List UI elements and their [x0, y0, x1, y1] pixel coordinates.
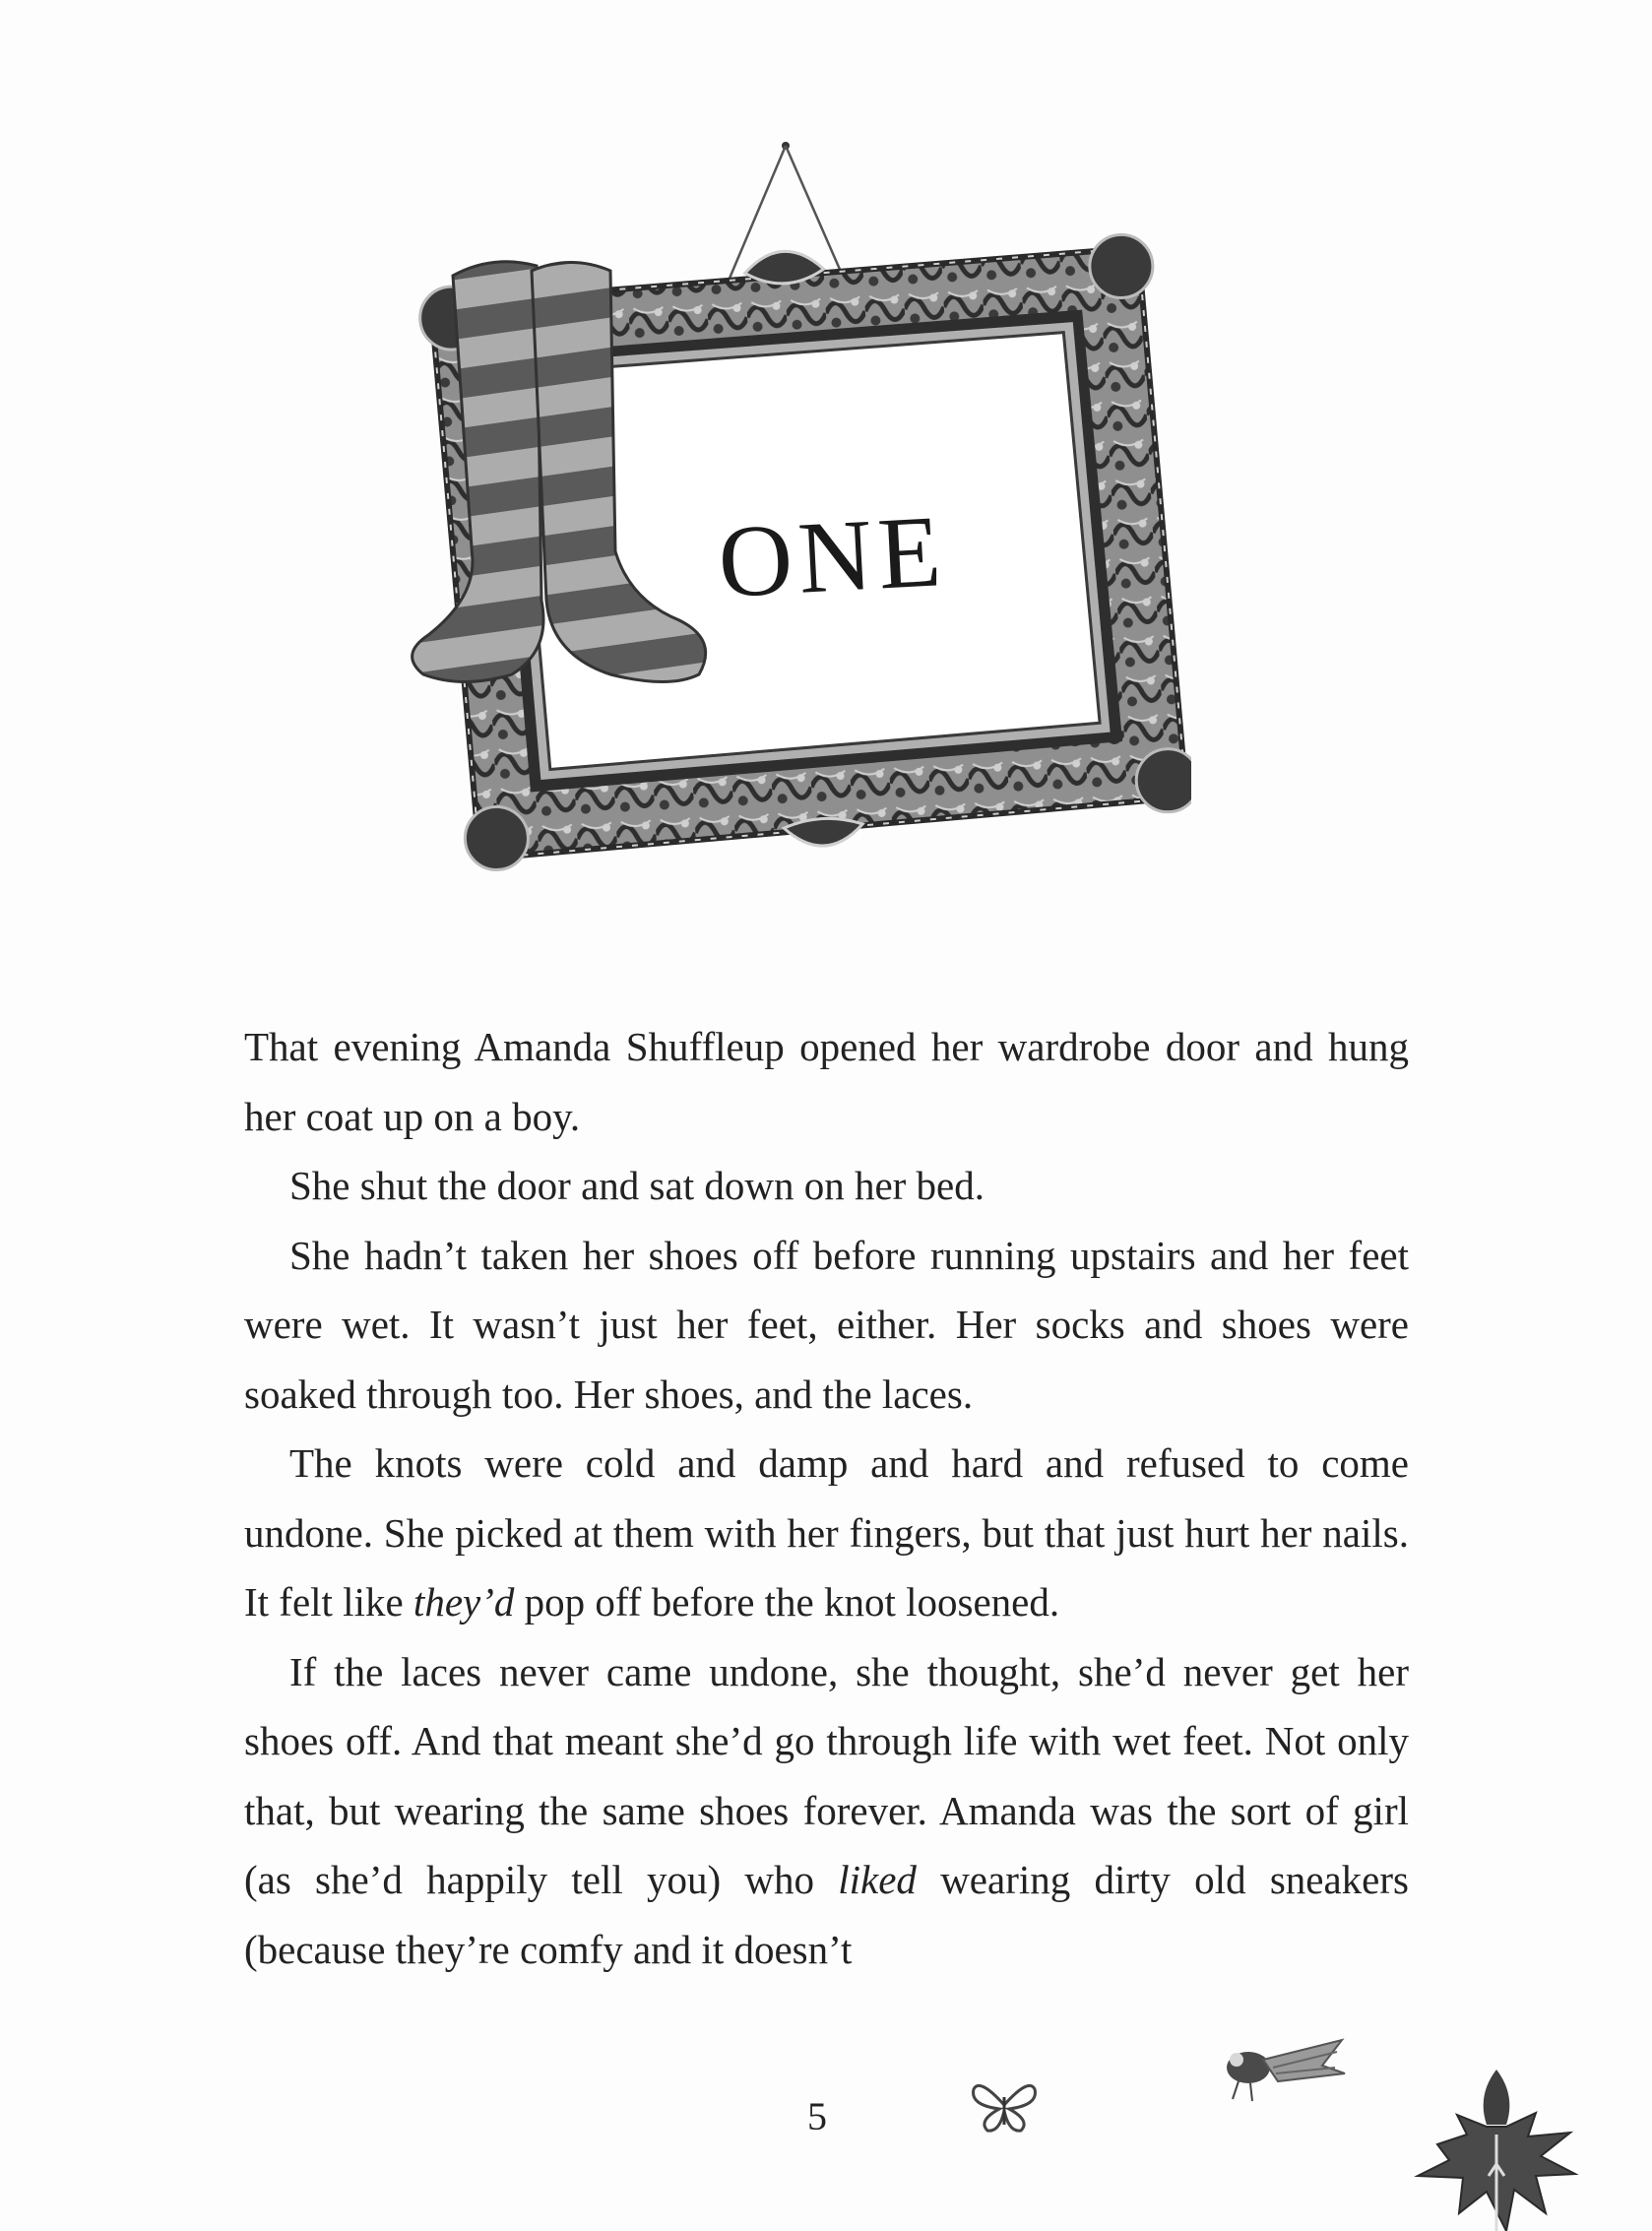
paragraph-text: That evening Amanda Shuffleup opened her wardrobe door and hung her coat up on a boy. [244, 1024, 1409, 1139]
paragraph-emphasis: they’d [413, 1579, 515, 1625]
paragraph-text: She shut the door and sat down on her bed. [289, 1163, 985, 1208]
paragraph [244, 1012, 1409, 1151]
paragraph-text: She hadn’t taken her shoes off before running upstairs and her feet were wet. It wasn’t just her feet, either. Her socks and shoes were soaked through too. Her shoes, and the laces. [244, 1232, 1409, 1417]
chapter-title: ONE [715, 493, 950, 619]
paragraph [244, 1151, 1409, 1221]
paragraph-text: If the laces never came undone, she thought, she’d never get her shoes off. And that meant she’d go through life with wet feet. Not only that, but wearing the same shoes forever. Amanda was the sort of girl (as she’d happily tell you) who [244, 1648, 1409, 1902]
paragraph [244, 1429, 1409, 1637]
paragraph [244, 1221, 1409, 1430]
butterfly-icon [970, 2075, 1039, 2135]
page-number: 5 [807, 2094, 827, 2138]
paragraph [244, 1637, 1409, 1985]
paragraph-text: The knots were cold and damp and hard and refused to come undone. She picked at them with her fingers, but that just hurt her nails. It felt like [244, 1440, 1409, 1625]
paragraph-emphasis: liked [838, 1857, 917, 1902]
fly-icon [1219, 2038, 1347, 2107]
paragraph-text: wearing dirty old sneakers (because they’re comfy and it doesn’t [244, 1857, 1409, 1972]
paragraph-text: pop off before the knot loosened. [514, 1579, 1060, 1625]
body-text [244, 1012, 1409, 1984]
spiky-creature-icon [1398, 2066, 1595, 2231]
